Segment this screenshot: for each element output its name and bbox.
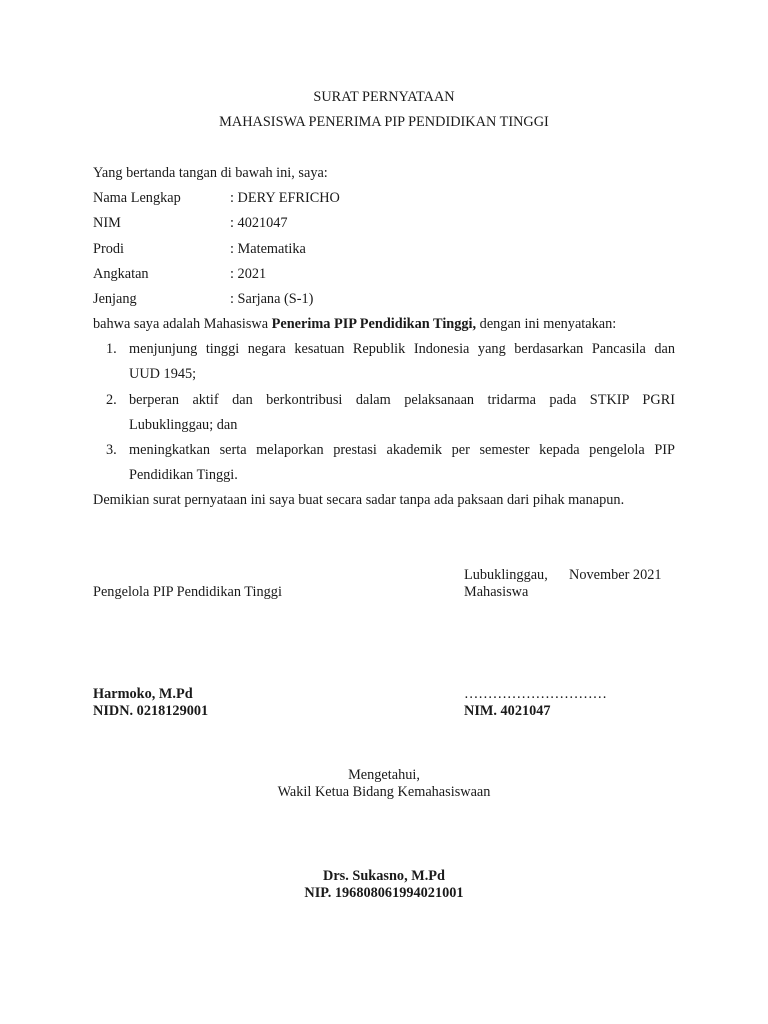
field-value-jenjang: : Sarjana (S-1) [230,291,314,307]
right-signer-name-placeholder: ………………………… [464,686,607,702]
field-label-prodi: Prodi [93,241,124,257]
document-title: SURAT PERNYATAAN [313,89,455,105]
acknowledger-id: NIP. 196808061994021001 [304,885,464,901]
field-value-nim: : 4021047 [230,215,288,231]
field-label-name: Nama Lengkap [93,190,181,206]
document-subtitle: MAHASISWA PENERIMA PIP PENDIDIKAN TINGGI [219,114,549,130]
statement-prefix: bahwa saya adalah Mahasiswa [93,316,272,332]
right-signer-role: Mahasiswa [464,584,529,600]
field-value-prodi: : Matematika [230,241,306,257]
left-signer-role: Pengelola PIP Pendidikan Tinggi [93,584,282,600]
list-item-number: 2. [106,392,117,408]
list-item-line: berperan aktif dan berkontribusi dalam pelaksanaan tridarma pada STKIP PGRI [129,392,675,408]
field-label-jenjang: Jenjang [93,291,137,307]
intro-text: Yang bertanda tangan di bawah ini, saya: [93,165,328,181]
list-item-line: UUD 1945; [129,366,197,382]
right-signer-id: NIM. 4021047 [464,703,551,719]
field-label-angkatan: Angkatan [93,266,149,282]
field-label-nim: NIM [93,215,121,231]
closing-text: Demikian surat pernyataan ini saya buat secara sadar tanpa ada paksaan dari pihak manapun. [93,492,625,508]
list-item-line: Lubuklinggau; dan [129,417,238,433]
statement-text [93,315,616,333]
field-value-angkatan: : 2021 [230,266,267,282]
statement-bold: Penerima PIP Pendidikan Tinggi, [271,316,477,332]
list-item-line: menjunjung tinggi negara kesatuan Republik Indonesia yang berdasarkan Pancasila dan [129,341,675,357]
acknowledgement-role: Wakil Ketua Bidang Kemahasiswaan [277,784,491,800]
list-item-number: 1. [106,341,117,357]
left-signer-id: NIDN. 0218129001 [93,703,209,719]
acknowledgement-label: Mengetahui, [348,767,420,783]
list-item-number: 3. [106,442,117,458]
left-signer-name: Harmoko, M.Pd [93,686,193,702]
statement-suffix: dengan ini menyatakan: [476,316,617,332]
date-text: November 2021 [569,567,662,583]
list-item-line: Pendidikan Tinggi. [129,467,238,483]
field-value-name: : DERY EFRICHO [230,190,340,206]
place-text: Lubuklinggau, [464,567,548,583]
list-item-line: meningkatkan serta melaporkan prestasi akademik per semester kepada pengelola PIP [129,442,675,458]
acknowledger-name: Drs. Sukasno, M.Pd [323,868,445,884]
